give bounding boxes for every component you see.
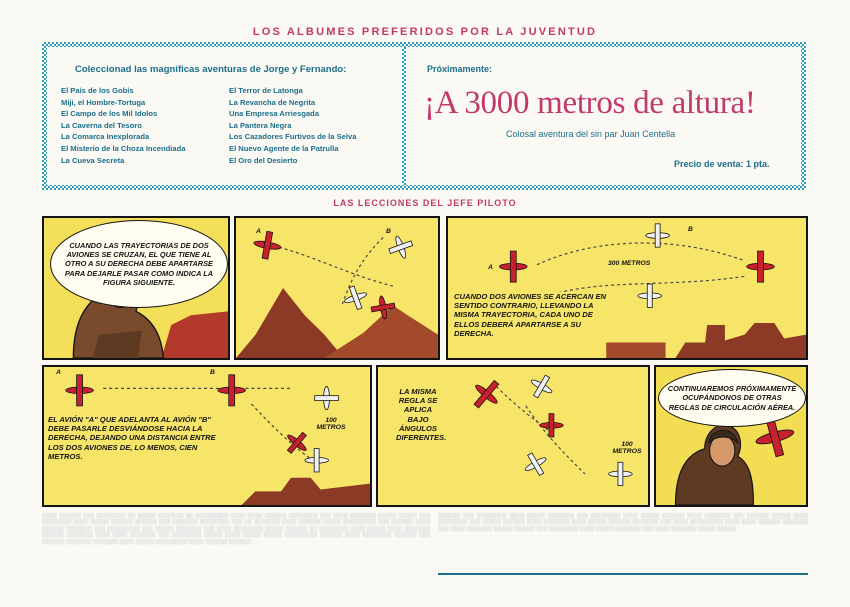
title-item: La Cueva Secreta xyxy=(61,155,125,165)
comic-panel-5 xyxy=(376,365,650,507)
featured-subtitle: Colosal aventura del sin par Juan Centella xyxy=(506,129,676,139)
panel-caption: CUANDO DOS AVIONES SE ACERCAN EN SENTIDO CONTRARIO, LLEVANDO LA MISMA TRAYECTORIA, CADA UNO DE ELLOS DEBERÁ APARTARSE A SU DERECHA. xyxy=(454,292,616,338)
comic-panel-3 xyxy=(446,216,808,360)
section-title: LAS LECCIONES DEL JEFE PILOTO xyxy=(333,198,517,208)
title-item: El País de los Gobis xyxy=(61,86,134,95)
body-text-right: ░░░░░░ ░░░ ░░░░░░░░ ░░░░ ░░░░░ ░░░░░░░ ░░░ ░░░░░░░░ ░░░░ ░░░░░ ░░░░░░ ░░░░ ░░░░░░░ ░░░ ░░░░░░ ░░░░░ ░░░░ ░░░░░░░░ ░░░ ░░░░░ ░░░░░░ ░░░░ ░░░░░░░ ░░░░ ░░░░░ ░░░░░░ ░░░░░░░ ░░░ ░░░░ ░░░░░░░░░ ░░░░ ░░░░ ░░░░░░ ░░░░░░░ ░░░ ░░░░ ░░░░░░░ ░░░░░ ░░░░░░ ░░░ ░░░░░░░░ ░░░░ ░░░░░ ░░░░░░░ ░░░ ░░░░ ░░░░░░░ ░░░░░ ░░░░░ xyxy=(438,513,808,532)
collection-title: Coleccionad las magníficas aventuras de Jorge y Fernando: xyxy=(75,64,347,75)
titles-list-col2 xyxy=(229,85,356,166)
title-item: El Nuevo Agente de la Patrulla xyxy=(229,143,339,153)
plane-label-a: A xyxy=(256,228,261,235)
plane-label-b: B xyxy=(688,226,693,233)
title-item: Una Empresa Arriesgada xyxy=(229,109,320,119)
distance-label: 300 METROS xyxy=(608,260,651,267)
comic-panel-2 xyxy=(234,216,440,360)
speech-balloon: CONTINUAREMOS PRÓXIMAMENTE OCUPÁNDONOS DE OTRAS REGLAS DE CIRCULACIÓN AÉREA. xyxy=(658,369,806,427)
crossing-planes-diagram xyxy=(236,218,438,358)
title-item: El Campo de los Mil Idolos xyxy=(61,109,158,119)
comic-panel-1 xyxy=(42,216,230,360)
title-item: La Pantera Negra xyxy=(229,120,292,130)
plane-label-b: B xyxy=(210,369,215,376)
plane-label-a: A xyxy=(488,264,493,271)
panel-caption: LA MISMA REGLA SE APLICA BAJO ÁNGULOS DIFERENTES. xyxy=(396,387,447,443)
title-item: El Misterio de la Choza Incendiada xyxy=(61,143,186,153)
title-item: El Terror de Latonga xyxy=(229,86,303,95)
title-item: La Comarca Inexplorada xyxy=(61,132,150,142)
price-label: Precio de venta: 1 pta. xyxy=(674,159,770,169)
distance-label: 100 METROS xyxy=(316,417,346,431)
titles-list-col1 xyxy=(61,85,185,166)
advertisement-box xyxy=(42,42,806,190)
speech-balloon: CUANDO LAS TRAYECTORIAS DE DOS AVIONES SE CRUZAN, EL QUE TIENE AL OTRO A SU DERECHA DEBE APARTARSE PARA DEJARLE PASAR COMO INDICA LA FIGURA SIGUIENTE. xyxy=(50,220,228,308)
proximamente-label: Próximamente: xyxy=(427,64,493,74)
body-text-left: ░░░░ ░░░░░░ ░░░ ░░░░░░░░ ░░ ░░░░░ ░░░░░░░ ░░ ░░░░░░░░░ ░░░░ ░░░░ ░░░░░░ ░░░░░░░░ ░░░ ░░░░ ░░░░░░░ ░░░░░ ░░░░░ ░░░ ░░░░░░░░ ░░░░ ░░░░░ ░░░░░░ ░░░░░░ ░░░ ░░░░░░░ ░░░░░░░░ ░░░ ░░ ░░░░░░░ ░░░░ ░░░░░░ ░░░░░ ░░░░░░░░░ ░░░ ░░░░░░ ░░░░ ░░░░░░ ░░░░░░░ ░░░ ░░░░░░░░░ ░░░ ░░░░░ ░░░░░░░ ░░░ ░░░░ ░░░░░░░░ ░░░░░ ░░░░░░ ░░ ░░░░░░░░ ░░░░ ░░░░░ ░░░░ ░░░░░░░ ░░░░░░ ░░░░░░░ ░░░░ ░░░░ ░░░░░░░ ░░░ ░░░░░░░░ ░░░░░ ░░░░ ░░░░░ ░░░░░ ░░░░░░░░░ ░░░░░░ ░░░░ ░░░░░░░░ ░░░░░░ ░░░ ░░░░░░ ░░░░░░░ ░░░░░░░ ░░░░ ░░░░░ ░░░░░░░░░ ░░░░ ░░░░░░ ░░░░░░ xyxy=(42,513,430,545)
ad-divider xyxy=(402,47,406,185)
plane-label-a: A xyxy=(56,369,61,376)
header-title: LOS ALBUMES PREFERIDOS POR LA JUVENTUD xyxy=(252,26,598,38)
comic-panel-4 xyxy=(42,365,372,507)
title-item: Los Cazadores Furtivos de la Selva xyxy=(229,132,357,142)
title-item: El Oro del Desierto xyxy=(229,155,298,165)
featured-title: ¡A 3000 metros de altura! xyxy=(424,85,756,121)
panel-caption: EL AVIÓN "A" QUE ADELANTA AL AVIÓN "B" DEBE PASARLE DESVIÁNDOSE HACIA LA DERECHA, DEJANDO UNA DISTANCIA ENTRE LOS DOS AVIONES DE, LO MENOS, CIEN METROS. xyxy=(48,415,224,461)
distance-label: 100 METROS xyxy=(612,441,642,455)
title-item: La Caverna del Tesoro xyxy=(61,120,142,130)
title-item: Miji, el Hombre-Tortuga xyxy=(61,97,146,107)
title-item: La Revancha de Negrita xyxy=(229,97,316,107)
bottom-divider xyxy=(438,573,808,575)
comic-panel-6 xyxy=(654,365,808,507)
plane-label-b: B xyxy=(386,228,391,235)
